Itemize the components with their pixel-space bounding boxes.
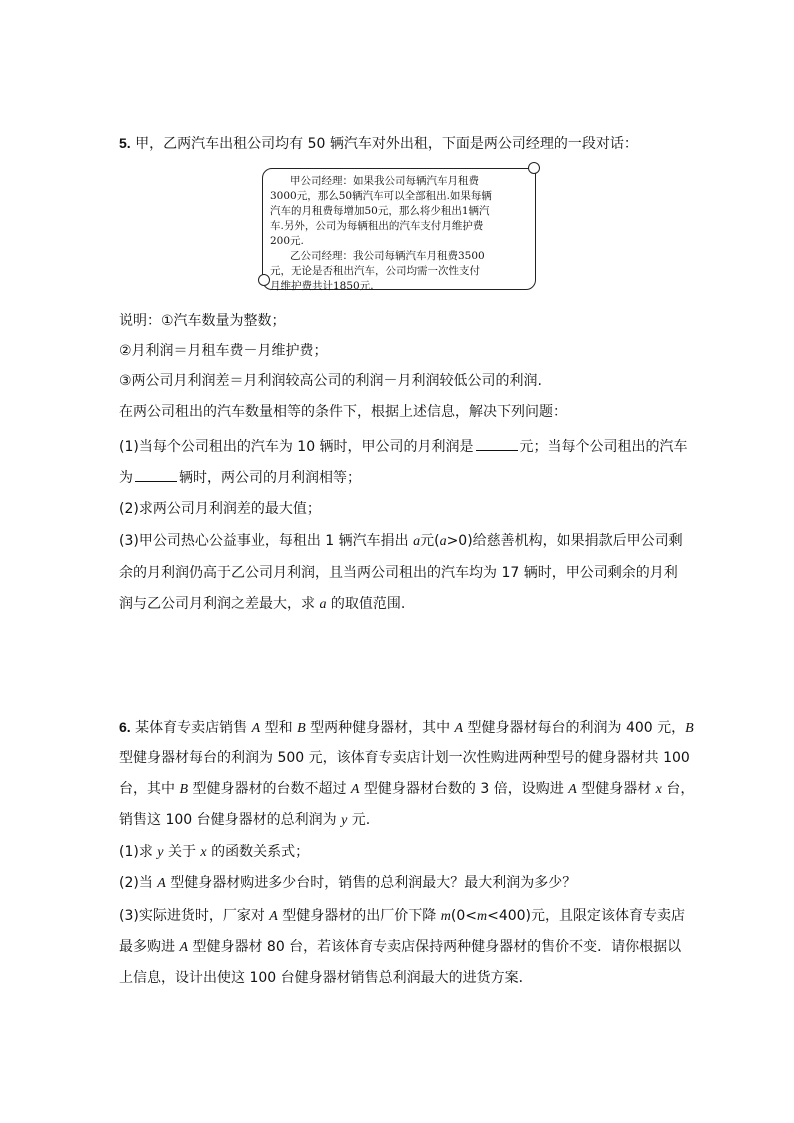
text: 关于 [163,844,201,860]
q6-part3-line2 [119,937,681,958]
var: A [179,940,189,955]
var: B [297,721,306,736]
text: 型健身器材每台的利润为 400 元， [463,720,686,736]
text: 润与乙公司月利润之差最大，求 [119,596,320,612]
text: 辆时，两公司的月利润相等； [179,470,361,486]
q5-part2: (2)求两公司月利润差的最大值； [119,501,321,517]
text: (2)当 [119,875,158,891]
text: 的取值范围. [326,596,406,612]
text: 型和 [260,720,298,736]
q6-part3-line1 [119,906,685,927]
text: 元；当每个公司租出的汽车 [519,439,688,455]
text: 元( [420,533,440,549]
text: <400)元，且限定该体育专卖店 [487,908,686,924]
dialogue-line: 甲公司经理：如果我公司每辆汽车月租费 [290,175,479,187]
text: (3)甲公司热心公益事业，每租出 1 辆汽车捐出 [119,533,414,549]
text: (1)求 [119,844,158,860]
text: 销售这 100 台健身器材的总利润为 [119,812,342,828]
note-1: 说明：①汽车数量为整数； [119,313,286,329]
var: A [269,909,278,924]
text: 型健身器材的出厂价下降 [277,908,441,924]
text: 台，其中 [119,781,180,797]
q6-part1 [119,842,309,863]
var: A [568,782,577,797]
q6-part2 [119,873,576,894]
dialogue-line: 汽车的月租费每增加50元，那么将少租出1辆汽 [270,205,490,217]
text: 最多购进 [119,939,180,955]
q5-condition: 在两公司租出的汽车数量相等的条件下，根据上述信息，解决下列问题： [119,404,567,420]
text: 型健身器材的台数不超过 [188,781,351,797]
q6-line2: 型健身器材每台的利润为 500 元，该体育专卖店计划一次性购进两种型号的健身器材共 100 [119,750,690,766]
q5-part3-line2: 余的月利润仍高于乙公司月利润，且当两公司租出的汽车均为 17 辆时，甲公司剩余的月利 [119,565,678,581]
text: >0)给慈善机构，如果捐款后甲公司剩 [446,533,683,549]
var: y [341,813,348,828]
text: 型健身器材 80 台，若该体育专卖店保持两种健身器材的售价不变．请你根据以 [188,939,682,955]
var: m [476,909,488,924]
dialogue-line: 月维护费共计1850元. [270,280,374,292]
q5-intro-text: 甲，乙两汽车出租公司均有 50 辆汽车对外出租，下面是两公司经理的一段对话： [130,136,638,152]
var: A [157,876,166,891]
q5-part1-line1 [119,436,688,457]
var: a [439,534,447,549]
q6-part3-line3: 上信息，设计出使这 100 台健身器材销售总利润最大的进货方案． [119,970,533,986]
var: A [454,721,464,736]
text: 元. [347,812,371,828]
text: 为 [119,470,133,486]
text: (0< [450,908,477,924]
dialogue-scroll [258,162,538,290]
note-3: ③两公司月利润差＝月利润较高公司的利润－月利润较低公司的利润. [119,373,542,389]
q5-intro [119,133,638,154]
dialogue-line: 元，无论是否租出汽车，公司均需一次性支付 [270,265,480,277]
var: A [350,782,360,797]
var: m [440,909,451,924]
var: a [413,534,421,549]
q5-number: 5. [119,135,131,151]
note-2: ②月利润＝月租车费－月维护费； [119,343,328,359]
q6-number: 6. [119,719,131,735]
text: 型健身器材台数的 3 倍，设购进 [359,781,569,797]
var: x [200,845,207,860]
answer-blank [476,436,518,451]
text: 台， [661,781,695,797]
scroll-curl-icon [258,274,270,286]
text: 型健身器材 [576,781,656,797]
text: 型健身器材购进多少台时，销售的总利润最大？最大利润为多少？ [165,875,577,891]
text: (1)当每个公司租出的汽车为 10 辆时，甲公司的月利润是 [119,439,474,455]
text: (3)实际进货时，厂家对 [119,908,270,924]
q5-part3-line3 [119,594,405,615]
scroll-curl-icon [528,162,540,174]
dialogue-line: 200元. [270,235,304,247]
var: B [685,721,694,736]
q5-part3-line1 [119,531,683,552]
q5-part1-line2 [119,467,361,488]
q6-line1 [119,717,694,739]
dialogue-line: 车.另外，公司为每辆租出的汽车支付月维护费 [270,220,484,232]
dialogue-line: 3000元，那么50辆汽车可以全部租出.如果每辆 [270,190,492,202]
var: B [179,782,189,797]
var: a [319,597,327,612]
var: x [655,782,662,797]
var: y [157,845,164,860]
var: A [251,721,261,736]
dialogue-text [270,174,528,294]
q6-line3 [119,779,694,800]
dialogue-line: 乙公司经理：我公司每辆汽车月租费3500 [290,250,485,262]
answer-blank [135,467,177,482]
text: 某体育专卖店销售 [130,720,252,736]
text: 型两种健身器材，其中 [305,720,455,736]
text: 的函数关系式； [206,844,310,860]
q6-line4 [119,810,370,831]
